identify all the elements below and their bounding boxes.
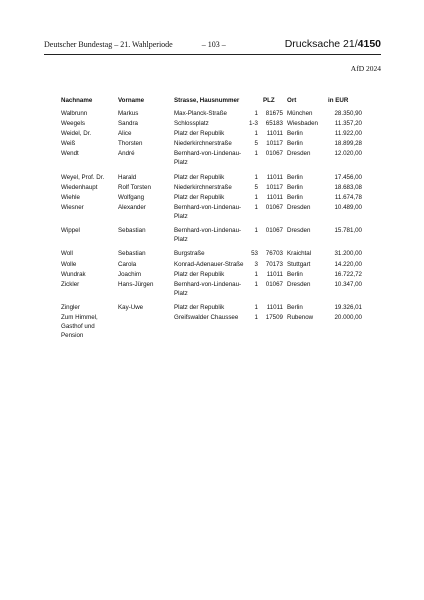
- cell-nachname: Wiesner: [61, 204, 84, 212]
- cell-ort: Berlin: [287, 193, 303, 201]
- cell-strasse: Platz der Republik: [174, 129, 225, 137]
- cell-ort: Berlin: [287, 304, 303, 312]
- cell-betrag: 16.722,72: [334, 270, 362, 278]
- cell-betrag: 10.489,00: [334, 204, 362, 212]
- cell-nachname: Zum Himmel, Gasthof und Pension: [61, 314, 98, 339]
- cell-vorname: Harald: [118, 173, 137, 181]
- cell-betrag: 20.000,00: [334, 314, 362, 322]
- cell-nachname: Weidel, Dr.: [61, 129, 92, 137]
- cell-hausnummer: 3: [254, 260, 258, 268]
- table-row: [61, 259, 362, 269]
- cell-plz: 10117: [266, 140, 283, 148]
- cell-ort: Wiesbaden: [287, 119, 318, 127]
- cell-nachname: Wiehle: [61, 193, 80, 201]
- table-row: [61, 139, 362, 149]
- cell-hausnummer: 1: [254, 109, 258, 117]
- page-number: – 103 –: [201, 40, 226, 49]
- table-row: [61, 221, 362, 244]
- cell-ort: Berlin: [287, 183, 303, 191]
- col-nachname: Nachname: [61, 97, 93, 104]
- doc-prefix: Drucksache 21/: [284, 38, 358, 50]
- cell-vorname: Alexander: [118, 204, 146, 212]
- cell-plz: 70173: [265, 260, 283, 268]
- cell-nachname: Wundrak: [61, 270, 86, 278]
- cell-betrag: 11.674,78: [334, 193, 362, 201]
- cell-ort: Stuttgart: [287, 260, 311, 268]
- cell-strasse: Platz der Republik: [174, 193, 225, 201]
- party-year-label: AfD 2024: [350, 64, 381, 73]
- cell-plz: 11011: [266, 129, 283, 137]
- cell-ort: Dresden: [287, 150, 311, 158]
- document-number: [285, 38, 381, 50]
- cell-betrag: 28.350,90: [334, 109, 362, 117]
- cell-strasse: Bernhard-von-Lindenau-Platz: [174, 150, 242, 166]
- table-row: [61, 313, 362, 340]
- cell-hausnummer: 53: [251, 250, 258, 258]
- page-header: [44, 40, 381, 55]
- parliament-period: [44, 40, 226, 49]
- cell-vorname: [118, 313, 174, 340]
- col-ort: Ort: [287, 97, 297, 104]
- cell-hausnummer: 1: [254, 270, 258, 278]
- table-row: [61, 298, 362, 313]
- cell-vorname: Thorsten: [118, 140, 143, 148]
- cell-strasse: Konrad-Adenauer-Straße: [174, 260, 244, 268]
- cell-ort: München: [287, 109, 313, 117]
- col-strasse: Strasse, Hausnummer: [174, 97, 240, 104]
- cell-ort: Dresden: [287, 281, 311, 289]
- cell-ort: Dresden: [287, 227, 311, 235]
- cell-hausnummer: 1: [254, 193, 258, 201]
- cell-strasse: Greifswalder Chaussee: [174, 314, 239, 322]
- cell-strasse: Bernhard-von-Lindenau-Platz: [174, 281, 242, 297]
- cell-betrag: 11.922,00: [334, 129, 362, 137]
- table-header-row: [61, 96, 362, 108]
- cell-nachname: Wolle: [61, 260, 77, 268]
- col-vorname: Vorname: [118, 97, 145, 104]
- cell-strasse: Max-Planck-Straße: [174, 109, 227, 117]
- cell-plz: 01067: [265, 204, 283, 212]
- cell-hausnummer: 5: [254, 183, 258, 191]
- cell-betrag: 15.781,00: [334, 227, 362, 235]
- cell-vorname: Hans-Jürgen: [118, 281, 154, 289]
- cell-betrag: 31.200,00: [334, 250, 362, 258]
- cell-vorname: Rolf Torsten: [118, 183, 151, 191]
- cell-plz: 01067: [265, 150, 283, 158]
- cell-vorname: Sandra: [118, 119, 138, 127]
- table-row: [61, 203, 362, 222]
- table-row: [61, 192, 362, 202]
- table-row: [61, 244, 362, 259]
- table-row: [61, 279, 362, 298]
- cell-vorname: Sebastian: [118, 250, 146, 258]
- cell-ort: Berlin: [287, 173, 303, 181]
- cell-hausnummer: 5: [254, 140, 258, 148]
- cell-vorname: André: [118, 150, 135, 158]
- cell-nachname: Weiß: [61, 140, 76, 148]
- table-row: [61, 168, 362, 183]
- cell-nachname: Wippel: [61, 227, 80, 235]
- cell-strasse: Bernhard-von-Lindenau-Platz: [174, 227, 242, 243]
- table-row: [61, 108, 362, 118]
- col-eur: in EUR: [328, 97, 349, 104]
- header-left-text: Deutscher Bundestag – 21. Wahlperiode: [44, 40, 173, 49]
- table-row: [61, 182, 362, 192]
- cell-vorname: Alice: [118, 129, 132, 137]
- cell-strasse: Platz der Republik: [174, 173, 225, 181]
- cell-ort: Kraichtal: [287, 250, 312, 258]
- cell-vorname: Wolfgang: [118, 193, 145, 201]
- cell-betrag: 19.326,01: [334, 304, 362, 312]
- cell-betrag: 18.899,28: [334, 140, 362, 148]
- cell-vorname: Kay-Uwe: [118, 304, 144, 312]
- cell-nachname: Weyel, Prof. Dr.: [61, 173, 105, 181]
- cell-strasse: Platz der Republik: [174, 304, 225, 312]
- cell-plz: 76703: [265, 250, 283, 258]
- cell-hausnummer: 1: [254, 129, 258, 137]
- cell-nachname: Wiedenhaupt: [61, 183, 98, 191]
- cell-ort: Berlin: [287, 129, 303, 137]
- cell-strasse: Schlossplatz: [174, 119, 209, 127]
- table-row: [61, 269, 362, 279]
- cell-hausnummer: 1: [254, 227, 258, 235]
- cell-vorname: Carola: [118, 260, 137, 268]
- cell-strasse: Platz der Republik: [174, 270, 225, 278]
- cell-nachname: Weegels: [61, 119, 85, 127]
- cell-nachname: Wendt: [61, 150, 79, 158]
- cell-plz: 17509: [265, 314, 283, 322]
- cell-strasse: Niederkirchnerstraße: [174, 183, 232, 191]
- cell-hausnummer: 1: [254, 281, 258, 289]
- table-row: [61, 128, 362, 138]
- cell-plz: 11011: [266, 304, 283, 312]
- table-row: [61, 149, 362, 168]
- donation-table: [61, 96, 362, 340]
- cell-ort: Dresden: [287, 204, 311, 212]
- col-plz: PLZ: [263, 97, 275, 104]
- cell-vorname: Sebastian: [118, 227, 146, 235]
- cell-nachname: Woll: [61, 250, 73, 258]
- cell-betrag: 11.357,20: [334, 119, 362, 127]
- cell-hausnummer: 1: [254, 314, 258, 322]
- cell-betrag: 14.220,00: [334, 260, 362, 268]
- cell-plz: 01067: [265, 281, 283, 289]
- cell-plz: 11011: [266, 173, 283, 181]
- cell-hausnummer: 1: [254, 173, 258, 181]
- cell-strasse: Bernhard-von-Lindenau-Platz: [174, 204, 242, 220]
- cell-ort: Berlin: [287, 270, 303, 278]
- cell-plz: 11011: [266, 193, 283, 201]
- cell-hausnummer: 1: [254, 304, 258, 312]
- cell-nachname: Zickler: [61, 281, 80, 289]
- cell-hausnummer: 1-3: [249, 119, 258, 127]
- cell-ort: Rubenow: [287, 314, 314, 322]
- cell-ort: Berlin: [287, 140, 303, 148]
- cell-plz: 65183: [265, 119, 283, 127]
- doc-number: 4150: [357, 38, 381, 50]
- cell-vorname: Joachim: [118, 270, 142, 278]
- cell-vorname: Markus: [118, 109, 139, 117]
- cell-betrag: 17.456,00: [334, 173, 362, 181]
- table-row: [61, 118, 362, 128]
- cell-plz: 11011: [266, 270, 283, 278]
- cell-plz: 81675: [265, 109, 283, 117]
- cell-betrag: 12.020,00: [334, 150, 362, 158]
- cell-plz: 10117: [266, 183, 283, 191]
- cell-hausnummer: 1: [254, 204, 258, 212]
- cell-betrag: 18.683,08: [334, 183, 362, 191]
- cell-strasse: Niederkirchnerstraße: [174, 140, 232, 148]
- col-nr: [246, 96, 263, 108]
- cell-plz: 01067: [265, 227, 283, 235]
- cell-nachname: Walbrunn: [61, 109, 88, 117]
- cell-nachname: Zingler: [61, 304, 80, 312]
- cell-strasse: Burgstraße: [174, 250, 205, 258]
- cell-betrag: 10.347,00: [334, 281, 362, 289]
- cell-hausnummer: 1: [254, 150, 258, 158]
